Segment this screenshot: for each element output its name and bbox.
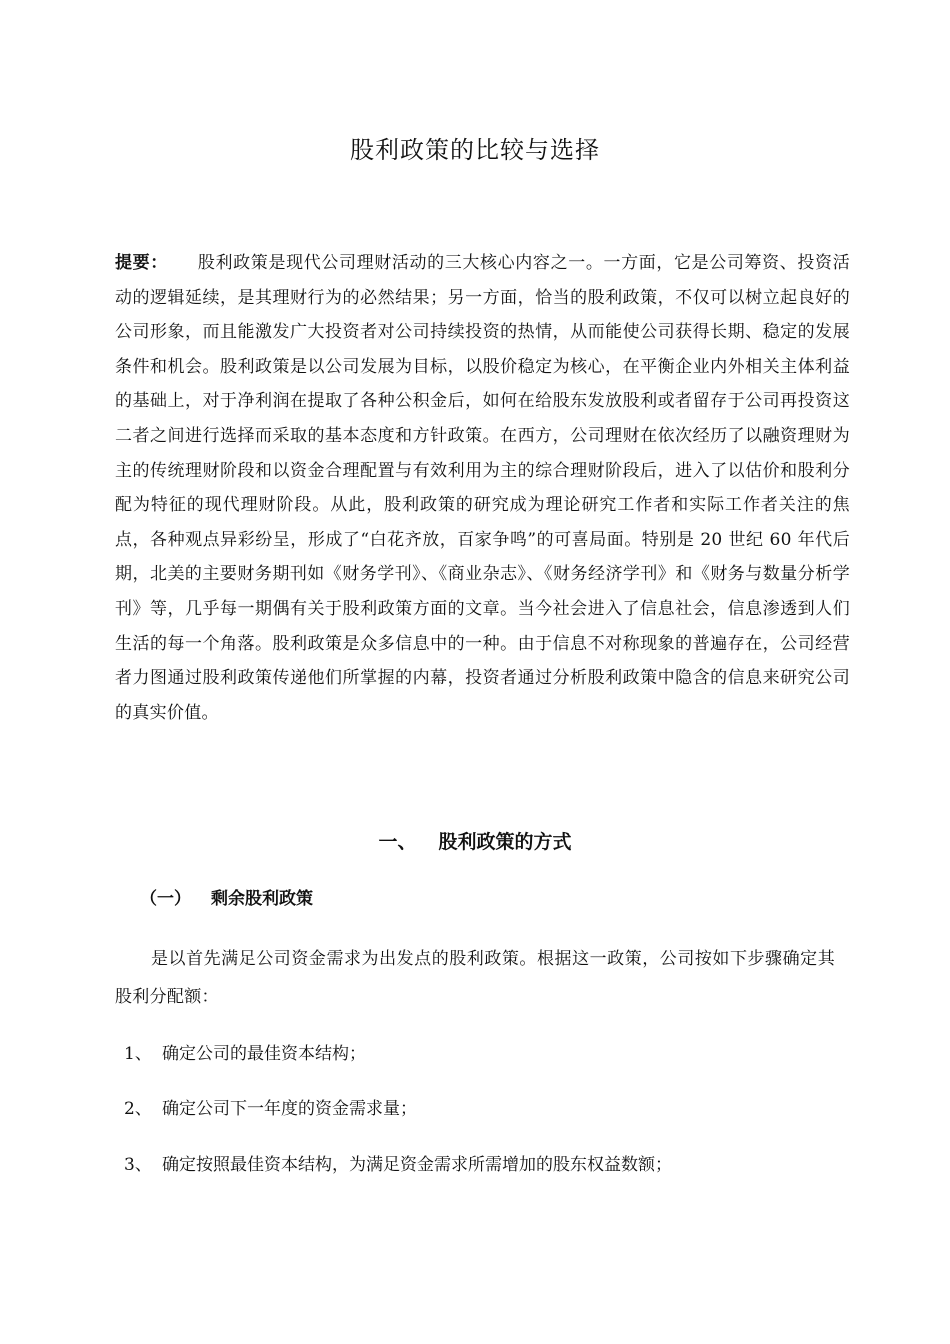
list-item-number: 2、: [124, 1099, 152, 1119]
body-paragraph: 是以首先满足公司资金需求为出发点的股利政策。根据这一政策，公司按如下步骤确定其股利分配额：: [115, 949, 835, 1007]
document-title: 股利政策的比较与选择: [350, 136, 600, 164]
subsection-number: （一）: [140, 889, 191, 909]
abstract-text: 股利政策是现代公司理财活动的三大核心内容之一。一方面，它是公司筹资、投资活动的逻辑延续，是其理财行为的必然结果；另一方面，恰当的股利政策，不仅可以树立起良好的公司形象，而且能激发广大投资者对公司持续投资的热情，从而能使公司获得长期、稳定的发展条件和机会。股利政策是以公司发展为目标，以股价稳定为核心，在平衡企业内外相关主体利益的基础上，对于净利润在提取了各种公积金后，如何在给股东发放股利或者留存于公司再投资这二者之间进行选择而采取的基本态度和方针政策。在西方，公司理财在依次经历了以融资理财为主的传统理财阶段和以资金合理配置与有效利用为主的综合理财阶段后，进入了以估价和股利分配为特征的现代理财阶段。从此，股利政策的研究成为理论研究工作者和实际工作者关注的焦点，各种观点异彩纷呈，形成了“白花齐放，百家争鸣”的可喜局面。特别是 20 世纪 60 年代后期，北美的主要财务期刊如《财务学刊》、《商业杂志》、《财务经济学刊》和《财务与数量分析学刊》等，几乎每一期偶有关于股利政策方面的文章。当今社会进入了信息社会，信息渗透到人们生活的每一个角落。股利政策是众多信息中的一种。由于信息不对称现象的普遍存在，公司经营者力图通过股利政策传递他们所掌握的内幕，投资者通过分析股利政策中隐含的信息来研究公司的真实价值。: [115, 253, 850, 723]
list-item-text: 确定公司的最佳资本结构；: [162, 1044, 366, 1064]
section-number: 一、: [378, 831, 417, 853]
list-item-number: 3、: [124, 1155, 152, 1175]
section-title: 股利政策的方式: [438, 831, 572, 853]
list-item: [124, 1094, 417, 1124]
abstract-paragraph: [115, 246, 850, 730]
abstract-label: 提要：: [115, 253, 168, 273]
section-heading: [0, 826, 950, 858]
list-item-text: 确定公司下一年度的资金需求量；: [162, 1099, 417, 1119]
list-item: [124, 1150, 672, 1180]
list-item: [124, 1039, 366, 1069]
list-item-number: 1、: [124, 1044, 152, 1064]
subsection-heading: [140, 884, 313, 914]
list-item-text: 确定按照最佳资本结构，为满足资金需求所需增加的股东权益数额；: [162, 1155, 672, 1175]
subsection-title: 剩余股利政策: [211, 889, 313, 909]
